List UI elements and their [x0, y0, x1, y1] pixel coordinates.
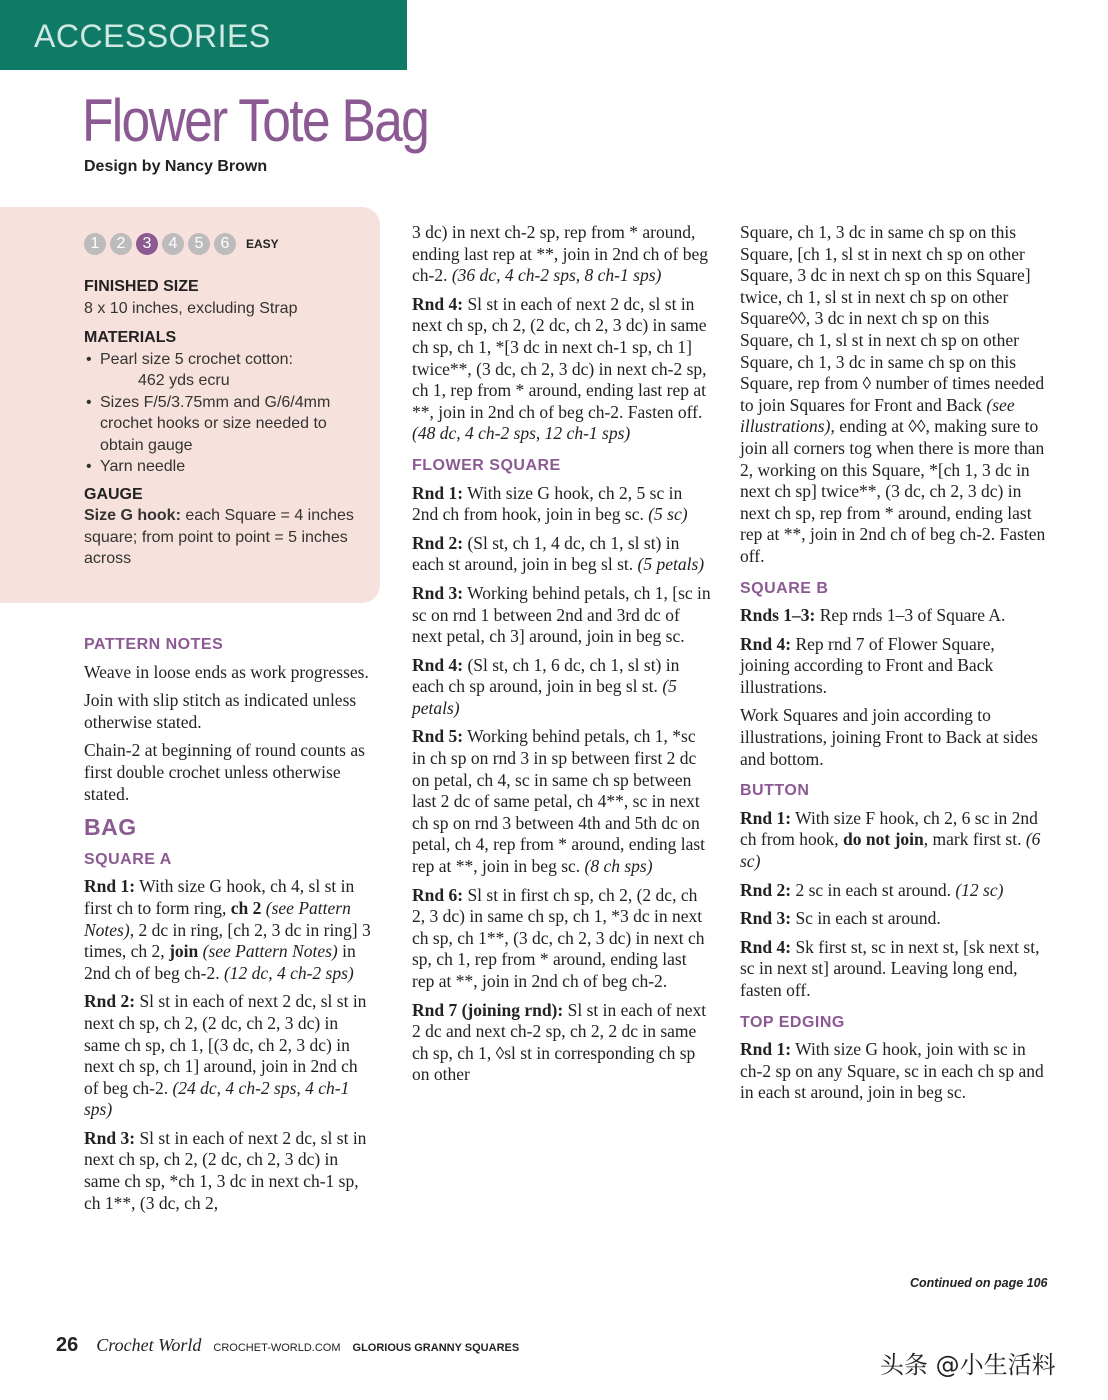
skill-level-5: 5 — [188, 233, 210, 255]
instruction-rnd-2: Rnd 2: Sl st in each of next 2 dc, sl st in next ch sp, ch 2, (2 dc, ch 2, 3 dc) in same ch sp, ch 1, [(3 dc, ch 2, 3 dc) in next ch sp, ch 1] around, join in 2nd ch of beg ch-2. (24 dc, 4 ch-2 sps, 4 ch-1 sps) — [84, 991, 367, 1120]
flower-square-heading: FLOWER SQUARE — [412, 456, 561, 474]
pattern-note: Weave in loose ends as work progresses. — [84, 661, 369, 682]
instruction-rnd-4: Rnd 4: Sl st in each of next 2 dc, sl st in next ch sp, ch 2, (2 dc, ch 2, 3 dc) in same ch sp, ch 1, *[3 dc in next ch-1 sp, ch 1] twice**, (3 dc, ch 2, 3 dc) in next ch-2 sp, ch 1, rep from * around, ending last rep at **, join in 2nd ch of beg ch-2. Fasten off. (48 dc, 4 ch-2 sps, 12 ch-1 sps) — [412, 293, 707, 444]
designer-byline: Design by Nancy Brown — [84, 158, 268, 175]
button-rnd-2: Rnd 2: 2 sc in each st around. (12 sc) — [740, 879, 1004, 900]
instruction-rnd-1: Rnd 1: With size G hook, ch 4, sl st in first ch to form ring, ch 2 (see Pattern Notes), 2 dc in ring, [ch 2, 3 dc in ring] 3 times, ch 2, join (see Pattern Notes) in 2nd ch of beg ch-2. (12 dc, 4 ch-2 sps) — [84, 876, 371, 983]
finished-size-text: 8 x 10 inches, excluding Strap — [84, 299, 298, 317]
skill-label: EASY — [246, 237, 279, 251]
flower-rnd-4: Rnd 4: (Sl st, ch 1, 6 dc, ch 1, sl st) in each ch sp around, join in beg sl st. (5 petals) — [412, 654, 680, 718]
column-3 — [740, 222, 1046, 1111]
page-title: Flower Tote Bag — [82, 87, 429, 154]
gauge-text: Size G hook: each Square = 4 inches square; from point to point = 5 inches across — [84, 507, 354, 567]
pattern-note: Chain-2 at beginning of round counts as first double crochet unless otherwise stated. — [84, 740, 365, 804]
skill-level-6: 6 — [214, 233, 236, 255]
materials-item: • Sizes F/5/3.75mm and G/6/4mm crochet hooks or size needed to obtain gauge — [84, 392, 369, 457]
pattern-notes-heading: PATTERN NOTES — [84, 636, 224, 653]
top-edging-rnd-1: Rnd 1: With size G hook, join with sc in ch-2 sp on any Square, sc in each ch sp and in each st around, join in beg sc. — [740, 1039, 1044, 1103]
finished-size-heading: FINISHED SIZE — [84, 278, 199, 295]
skill-level-3: 3 — [136, 233, 158, 255]
square-a-heading: SQUARE A — [84, 850, 172, 868]
gauge-heading: GAUGE — [84, 485, 143, 503]
flower-rnd-2: Rnd 2: (Sl st, ch 1, 4 dc, ch 1, sl st) in each st around, join in beg sl st. (5 petals) — [412, 532, 705, 575]
square-b-heading: SQUARE B — [740, 579, 829, 597]
flower-rnd-7: Rnd 7 (joining rnd): Sl st in each of next 2 dc and next ch-2 sp, ch 2, 2 dc in same ch sp, ch 1, ◊sl st in corresponding ch sp on other — [412, 999, 707, 1085]
issue-title: GLORIOUS GRANNY SQUARES — [352, 1342, 520, 1354]
column-2 — [412, 222, 712, 1093]
materials-content — [84, 276, 369, 578]
watermark: 头条 @小生活料 — [880, 1351, 1056, 1379]
bag-heading: BAG — [84, 814, 137, 841]
skill-level-4: 4 — [162, 233, 184, 255]
skill-level-indicator — [84, 233, 279, 255]
flower-rnd-1: Rnd 1: With size G hook, ch 2, 5 sc in 2nd ch from hook, join in beg sc. (5 sc) — [412, 482, 688, 525]
instruction-rnd-3: Rnd 3: Sl st in each of next 2 dc, sl st in next ch sp, ch 2, (2 dc, ch 2, 3 dc) in same ch sp, *ch 1, 3 dc in next ch-1 sp, ch 1**, (3 dc, ch 2, — [84, 1127, 367, 1213]
flower-rnd-5: Rnd 5: Working behind petals, ch 1, *sc in ch sp on rnd 3 in sp between first 2 dc on petal, ch 4, sc in same ch sp between last 2 dc of same petal, ch 4**, sc in next ch sp on rnd 3 between 4th and 5th dc on petal, ch 4, rep from * around, ending last rep at **, join in beg sc. (8 ch sps) — [412, 726, 706, 877]
square-b-note: Work Squares and join according to illustrations, joining Front to Back at sides and bottom. — [740, 705, 1038, 769]
instruction-continued: Square, ch 1, 3 dc in same ch sp on this Square, [ch 1, sl st in next ch sp on other Square, 3 dc in next ch sp on this Square] twice, ch 1, sl st in next ch sp on other Square◊◊, 3 dc in next ch sp on this Square, ch 1, sl st in next ch sp on other Square, ch 1, 3 dc in same ch sp on this Square, rep from ◊ number of times needed to join Squares for Front and Back (see illustrations), ending at ◊◊, making sure to join all corners tog when there is more than 2, working on this Square, *[ch 1, 3 dc in next ch sp] twice**, (3 dc, ch 2, 3 dc) in next ch sp, rep from * around, ending last rep at **, join in 2nd ch of beg ch-2. Fasten off. — [740, 222, 1046, 566]
section-banner — [0, 0, 407, 70]
column-1 — [84, 634, 376, 1221]
magazine-name: Crochet World — [96, 1335, 202, 1355]
square-b-rnd-4: Rnd 4: Rep rnd 7 of Flower Square, joining according to Front and Back illustrations. — [740, 633, 995, 697]
skill-level-1: 1 — [84, 233, 106, 255]
flower-rnd-6: Rnd 6: Sl st in first ch sp, ch 2, (2 dc, ch 2, 3 dc) in same ch sp, ch 1, *3 dc in next ch sp, ch 1**, (3 dc, ch 2, 3 dc) in next ch sp, ch 1, rep from * around, ending last rep at **, join in 2nd ch of beg ch-2. — [412, 884, 705, 991]
materials-item: • Pearl size 5 crochet cotton: 462 yds ecru — [84, 349, 369, 392]
materials-list — [84, 349, 369, 478]
materials-item: • Yarn needle — [84, 456, 369, 478]
materials-item-detail: 462 yds ecru — [138, 372, 230, 389]
button-rnd-1: Rnd 1: With size F hook, ch 2, 6 sc in 2nd ch from hook, do not join, mark first st. (6 sc) — [740, 807, 1041, 872]
page-footer — [56, 1334, 519, 1357]
pattern-note: Join with slip stitch as indicated unless otherwise stated. — [84, 690, 357, 732]
magazine-url: CROCHET-WORLD.COM — [213, 1342, 341, 1354]
instruction-continued: 3 dc) in next ch-2 sp, rep from * around, ending last rep at **, join in 2nd ch of beg ch-2. (36 dc, 4 ch-2 sps, 8 ch-1 sps) — [412, 222, 708, 286]
top-edging-heading: TOP EDGING — [740, 1013, 845, 1031]
page-number: 26 — [56, 1334, 79, 1356]
button-rnd-4: Rnd 4: Sk first st, sc in next st, [sk next st, sc in next st] around. Leaving long end, fasten off. — [740, 936, 1040, 1000]
button-heading: BUTTON — [740, 782, 810, 800]
flower-rnd-3: Rnd 3: Working behind petals, ch 1, [sc in sc on rnd 1 between 2nd and 3rd dc of next petal, ch 3] around, join in beg sc. — [412, 582, 711, 647]
skill-level-2: 2 — [110, 233, 132, 255]
square-b-rnds-1-3: Rnds 1–3: Rep rnds 1–3 of Square A. — [740, 605, 1006, 626]
button-rnd-3: Rnd 3: Sc in each st around. — [740, 908, 941, 929]
continued-note: Continued on page 106 — [910, 1276, 1048, 1290]
materials-heading: MATERIALS — [84, 329, 177, 346]
section-label: ACCESSORIES — [34, 18, 271, 54]
